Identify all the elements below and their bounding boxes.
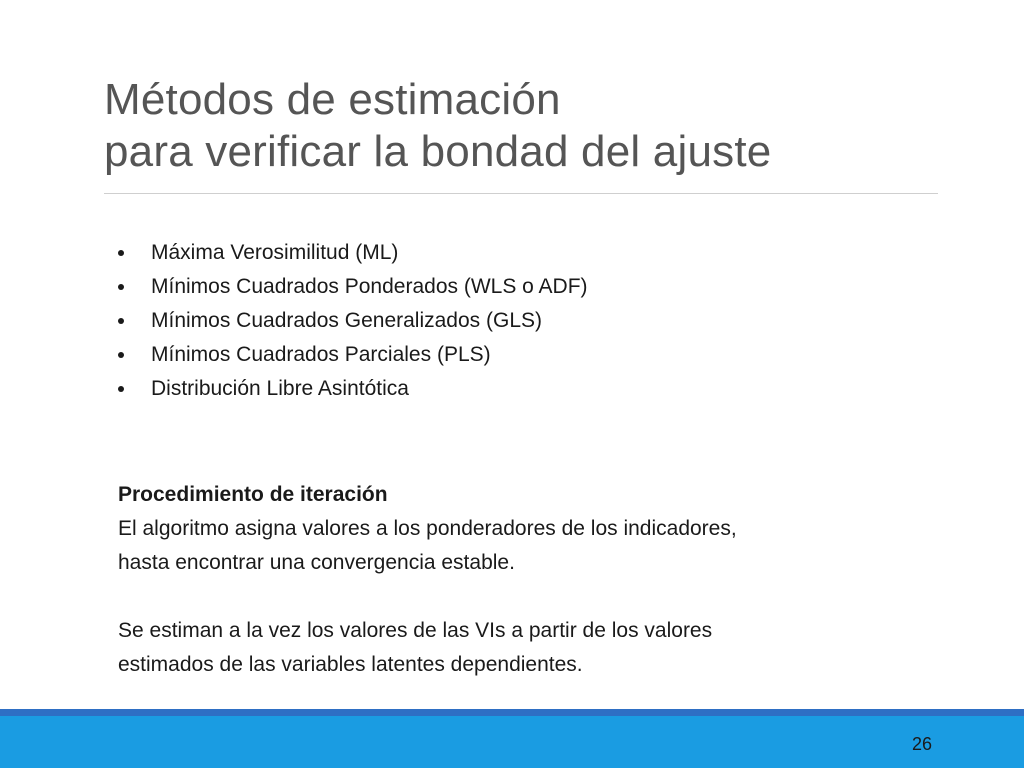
list-item-label: Distribución Libre Asintótica [151,377,409,400]
bullet-icon [118,284,124,290]
list-item-label: Mínimos Cuadrados Parciales (PLS) [151,343,491,366]
page-number: 26 [911,734,932,754]
title-divider [104,193,938,194]
list-item-label: Mínimos Cuadrados Ponderados (WLS o ADF) [151,275,588,298]
procedure-section [118,478,918,682]
title-line-1: Métodos de estimación [104,75,561,124]
list-item [118,338,588,372]
bullet-icon [118,318,124,324]
slide-title [104,74,934,178]
title-line-2: para verificar la bondad del ajuste [104,127,772,176]
list-item-label: Mínimos Cuadrados Generalizados (GLS) [151,309,543,332]
list-item-label: Máxima Verosimilitud (ML) [151,241,399,264]
bullet-icon [118,386,124,392]
list-item [118,304,588,338]
bullet-icon [118,250,124,256]
list-item [118,372,588,406]
procedure-heading: Procedimiento de iteración [118,483,388,506]
procedure-text-line: estimados de las variables latentes dependientes. [118,653,583,676]
procedure-text-line: hasta encontrar una convergencia estable. [118,551,515,574]
footer-bar [0,716,1024,768]
methods-list [118,236,588,406]
list-item [118,270,588,304]
paragraph-spacer [118,580,918,614]
procedure-text-line: Se estiman a la vez los valores de las VIs a partir de los valores [118,619,713,642]
list-item [118,236,588,270]
bullet-icon [118,352,124,358]
footer-accent-line [0,709,1024,716]
procedure-text-line: El algoritmo asigna valores a los ponderadores de los indicadores, [118,517,737,540]
